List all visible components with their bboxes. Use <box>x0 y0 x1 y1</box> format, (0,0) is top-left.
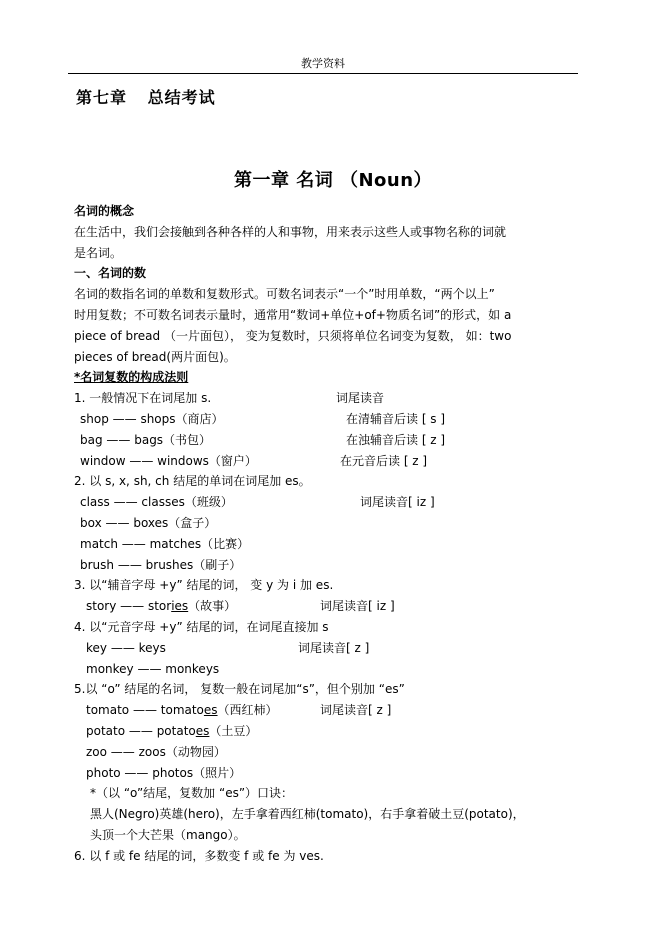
rule-4: 4. 以“元音字母 +y” 结尾的词，在词尾直接加 s <box>74 619 329 634</box>
rule-1 <box>74 388 588 409</box>
example-row: photo —— photos（照片） <box>86 765 242 780</box>
example-row <box>74 596 588 617</box>
chapter-heading: 第七章 总结考试 <box>76 88 216 107</box>
example-row: monkey —— monkeys <box>86 661 220 676</box>
rule-5: 5.以 “o” 结尾的名词， 复数一般在词尾加“s”，但个别加 “es” <box>74 682 405 697</box>
rule-6: 6. 以 f 或 fe 结尾的词，多数变 f 或 fe 为 ves. <box>74 848 324 863</box>
example-row: brush —— brushes（刷子） <box>80 557 242 572</box>
example-note: 词尾读音[ iz ] <box>320 599 395 614</box>
page-header: 教学资料 <box>68 54 578 74</box>
example-word: window —— windows（窗户） <box>80 453 257 468</box>
example-note: 在元音后读 [ z ] <box>340 453 428 468</box>
example-word: bag —— bags（书包） <box>80 432 212 447</box>
mnemonic-line: 头顶一个大芒果（mango）。 <box>90 827 246 842</box>
example-word: story —— stories（故事） <box>86 599 237 614</box>
rule-text: 1. 一般情况下在词尾加 s. <box>74 391 212 406</box>
example-word: tomato —— tomatoes（西红柿） <box>86 703 278 718</box>
example-note: 在清辅音后读 [ s ] <box>346 411 446 426</box>
mnemonic-line: 黑人(Negro)英雄(hero)，左手拿着西红柿(tomato)，右手拿着破土豆(potato)， <box>90 807 525 822</box>
example-row: match —— matches（比赛） <box>80 536 250 551</box>
example-word: shop —— shops（商店） <box>80 411 224 426</box>
example-row: zoo —— zoos（动物园） <box>86 744 226 759</box>
section-paragraph-line: 名词的数指名词的单数和复数形式。可数名词表示“一个”时用单数，“两个以上” <box>74 287 495 302</box>
concept-line-2: 是名词。 <box>74 245 123 260</box>
document-body <box>74 201 588 867</box>
example-word: key —— keys <box>86 640 166 655</box>
rule-2: 2. 以 s, x, sh, ch 结尾的单词在词尾加 es。 <box>74 474 311 489</box>
page-title: 第一章 名词 （Noun） <box>233 170 433 191</box>
concept-line-1: 在生活中，我们会接触到各种各样的人和事物，用来表示这些人或事物名称的词就 <box>74 224 507 239</box>
rules-heading: *名词复数的构成法则 <box>74 370 189 385</box>
section-paragraph-line: pieces of bread(两片面包)。 <box>74 349 236 364</box>
example-note: 在浊辅音后读 [ z ] <box>346 432 446 447</box>
example-row <box>74 492 588 513</box>
example-note: 词尾读音[ z ] <box>298 640 370 655</box>
example-row <box>74 430 588 451</box>
example-note: 词尾读音[ z ] <box>320 703 392 718</box>
section-paragraph-line: 时用复数；不可数名词表示量时，通常用“数词+单位+of+物质名词”的形式，如 a <box>74 307 512 322</box>
mnemonic-heading: *（以 “o”结尾，复数加 “es”）口诀： <box>90 786 294 801</box>
section-paragraph-line: piece of bread （一片面包）， 变为复数时，只须将单位名词变为复数， 如：two <box>74 328 512 343</box>
example-row: box —— boxes（盒子） <box>80 515 217 530</box>
section-heading-number: 一、名词的数 <box>74 266 147 281</box>
rule-note: 词尾读音 <box>336 391 385 406</box>
example-row <box>74 451 588 472</box>
example-note: 词尾读音[ iz ] <box>360 495 435 510</box>
example-row <box>74 638 588 659</box>
example-row: potato —— potatoes（土豆） <box>86 723 258 738</box>
concept-heading: 名词的概念 <box>74 204 135 218</box>
example-word: class —— classes（班级） <box>80 495 233 510</box>
example-row <box>74 409 588 430</box>
rule-3: 3. 以“辅音字母 +y” 结尾的词， 变 y 为 i 加 es. <box>74 578 334 593</box>
example-row <box>74 700 588 721</box>
